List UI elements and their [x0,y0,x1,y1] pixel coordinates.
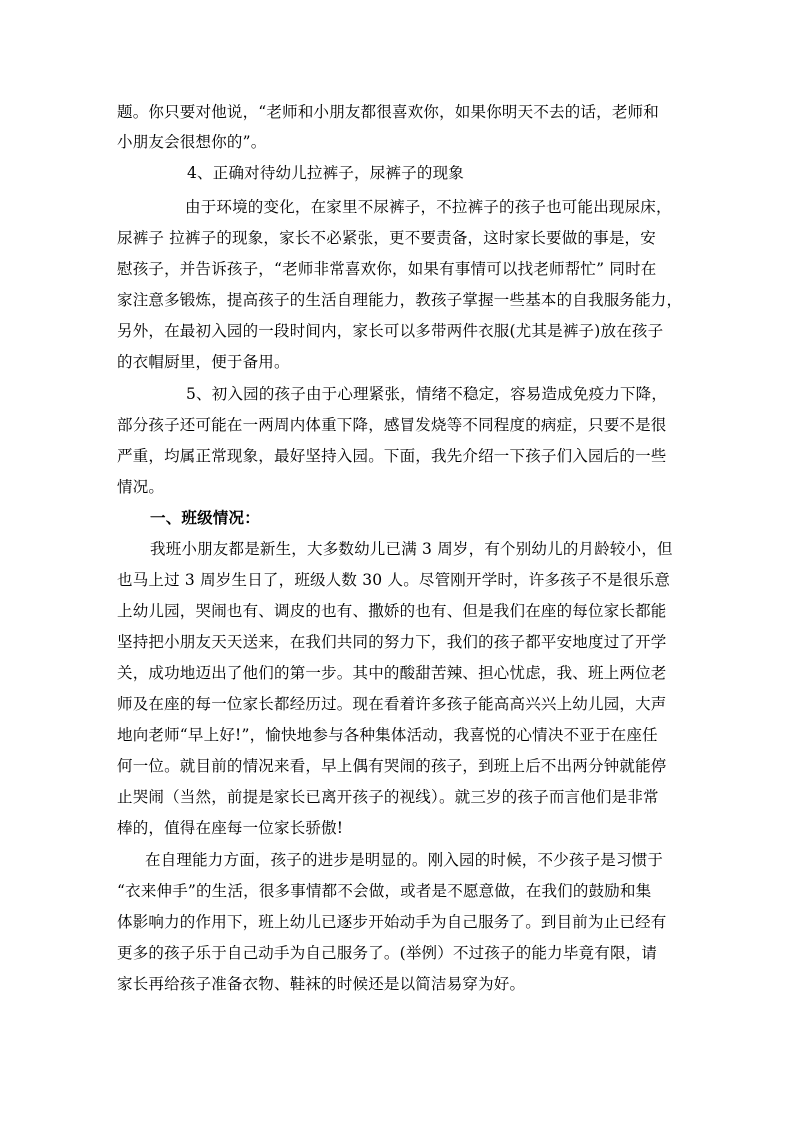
text-line: 严重，均属正常现象，最好坚持入园。下面，我先介绍一下孩子们入园后的一些 [117,447,667,465]
text-line: 小朋友会很想你的”。 [117,133,267,151]
text-line: 我班小朋友都是新生，大多数幼儿已满 3 周岁，有个别幼儿的月龄较小，但 [150,540,673,558]
text-line: “衣来伸手”的生活，很多事情都不会做，或者是不愿意做，在我们的鼓励和集 [117,882,652,900]
section-heading-4: 4、正确对待幼儿拉裤子，尿裤子的现象 [187,164,464,182]
text-line: 体影响力的作用下，班上幼儿已逐步开始动手为自己服务了。到目前为止已经有 [117,913,667,931]
text-line: 家注意多锻炼，提高孩子的生活自理能力，教孩子掌握一些基本的自我服务能力， [117,291,683,309]
text-line: 题。你只要对他说，“老师和小朋友都很喜欢你，如果你明天不去的话，老师和 [117,103,659,121]
text-line: 止哭闹（当然，前提是家长已离开孩子的视线）。就三岁的孩子而言他们是非常 [117,788,659,806]
text-line: 的衣帽厨里，便于备用。 [117,353,290,371]
text-line: 地向老师“早上好!”，愉快地参与各种集体活动，我喜悦的心情决不亚于在座任 [117,726,658,744]
text-line: 在自理能力方面，孩子的进步是明显的。刚入园的时候，不少孩子是习惯于 [145,851,664,869]
text-line: 情况。 [117,478,165,496]
text-line: 更多的孩子乐于自己动手为自己服务了。(举例）不过孩子的能力毕竟有限，请 [117,944,658,962]
section-heading-5: 5、初入园的孩子由于心理紧张，情绪不稳定，容易造成免疫力下降， [186,385,668,403]
text-line: 家长再给孩子准备衣物、鞋袜的时候还是以简洁易穿为好。 [117,975,526,993]
text-line: 关，成功地迈出了他们的第一步。其中的酸甜苦辣、担心忧虑，我、班上两位老 [117,664,667,682]
text-line: 师及在座的每一位家长都经历过。现在看着许多孩子能高高兴兴上幼儿园，大声 [117,695,667,713]
text-line: 也马上过 3 周岁生日了，班级人数 30 人。尽管刚开学时，许多孩子不是很乐意 [117,571,671,589]
text-line: 上幼儿园，哭闹也有、调皮的也有、撒娇的也有、但是我们在座的每位家长都能 [117,602,667,620]
text-line: 部分孩子还可能在一两周内体重下降，感冒发烧等不同程度的病症，只要不是很 [117,416,667,434]
text-line: 慰孩子，并告诉孩子，“老师非常喜欢你，如果有事情可以找老师帮忙” 同时在 [117,260,657,278]
text-line: 由于环境的变化，在家里不尿裤子，不拉裤子的孩子也可能出现尿床， [185,198,672,216]
text-line: 另外，在最初入园的一段时间内，家长可以多带两件衣服(尤其是裤子)放在孩子 [117,322,664,340]
text-line: 坚持把小朋友天天送来，在我们共同的努力下，我们的孩子都平安地度过了开学 [117,633,667,651]
text-line: 何一位。就目前的情况来看，早上偶有哭闹的孩子，到班上后不出两分钟就能停 [117,757,667,775]
text-line: 尿裤子 拉裤子的现象，家长不必紧张，更不要责备，这时家长要做的事是，安 [117,229,656,247]
text-line: 棒的，值得在座每一位家长骄傲! [117,819,344,837]
section-heading-class-status: 一、班级情况： [150,508,260,527]
